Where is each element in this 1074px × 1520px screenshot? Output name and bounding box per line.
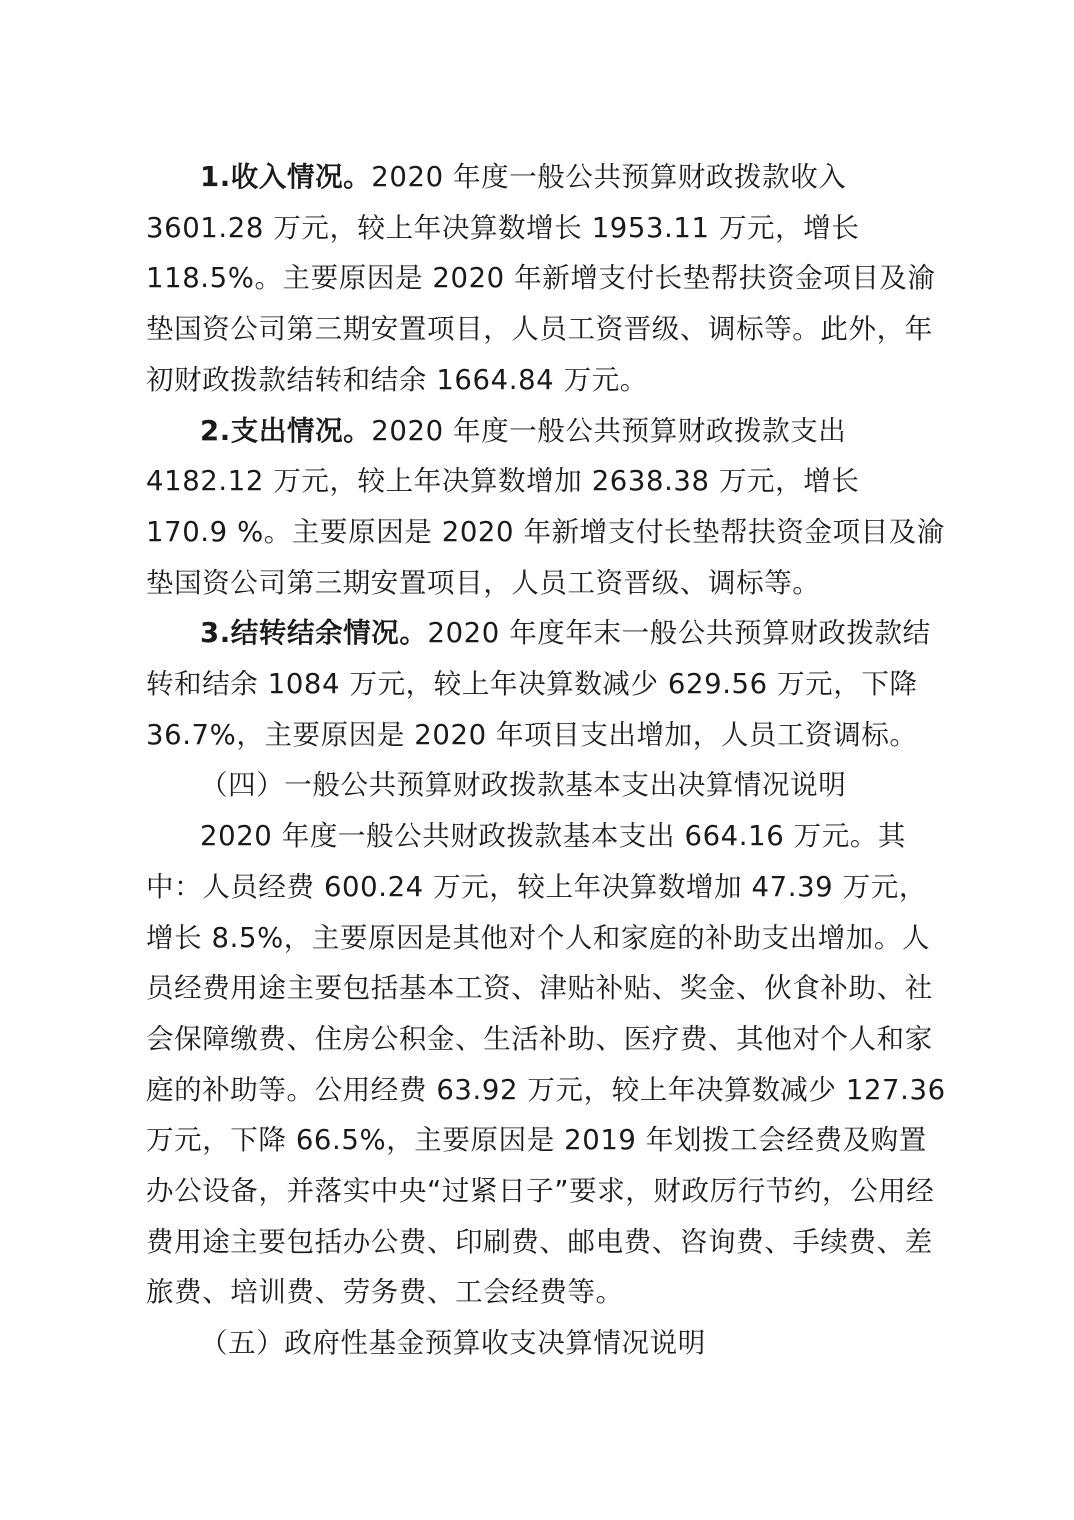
section-five-heading: （五）政府性基金预算收支决算情况说明 [200,1327,706,1360]
carryover-paragraph [146,608,946,760]
expenditure-paragraph [146,406,946,609]
income-heading: 1.收入情况。 [200,161,372,193]
section-four-heading: （四）一般公共预算财政拨款基本支出决算情况说明 [200,769,847,802]
document-page [146,152,946,1369]
income-paragraph [146,152,946,406]
carryover-text: 2020 年度年末一般公共预算财政拨款结转和结余 1084 万元，较上年决算数减少 629.56 万元，下降 36.7%，主要原因是 2020 年项目支出增加，人员工资调标。 [146,617,931,751]
income-text: 2020 年度一般公共预算财政拨款收入 3601.28 万元，较上年决算数增长 1953.11 万元，增长 118.5%。主要原因是 2020 年新增支付长垫帮扶资金项目及渝垫国资公司第三期安置项目，人员工资晋级、调标等。此外，年初财政拨款结转和结余 1664.84 万元。 [146,161,936,396]
carryover-heading: 3.结转结余情况。 [200,617,428,650]
expenditure-heading: 2.支出情况。 [200,414,372,447]
expenditure-text: 2020 年度一般公共预算财政拨款支出 4182.12 万元，较上年决算数增加 2638.38 万元，增长 170.9 %。主要原因是 2020 年新增支付长垫帮扶资金项目及渝垫国资公司第三期安置项目，人员工资晋级、调标等。 [146,414,945,599]
basic-expenditure-paragraph: 2020 年度一般公共财政拨款基本支出 664.16 万元。其中：人员经费 600.24 万元，较上年决算数增加 47.39 万元，增长 8.5%，主要原因是其他对个人和家庭的补助支出增加。人员经费用途主要包括基本工资、津贴补贴、奖金、伙食补助、社会保障缴费、住房公积金、生活补助、医疗费、其他对个人和家庭的补助等。公用经费 63.92 万元，较上年决算数减少 127.36 万元，下降 66.5%，主要原因是 2019 年划拨工会经费及购置办公设备，并落实中央“过紧日子”要求，财政厉行节约，公用经费用途主要包括办公费、印刷费、邮电费、咨询费、手续费、差旅费、培训费、劳务费、工会经费等。 [146,820,946,1309]
